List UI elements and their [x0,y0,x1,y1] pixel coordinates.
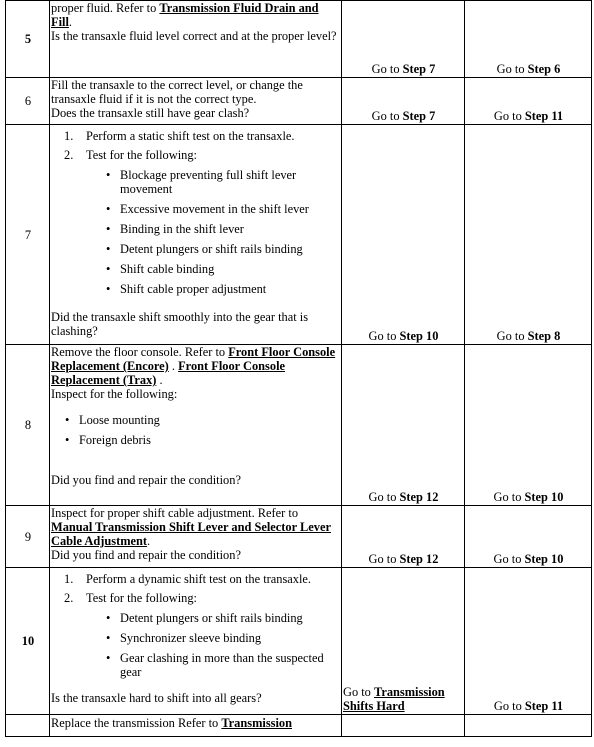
go-to-step-12-link[interactable]: Step 12 [399,552,439,566]
action-cell [50,568,342,715]
question-text: Does the transaxle still have gear clash? [51,106,250,120]
action-cell [50,125,342,345]
bullet-list [100,168,341,296]
table-row [6,568,592,715]
go-to-step-7-link[interactable]: Step 7 [402,62,436,76]
list-item: 1. Perform a static shift test on the transaxle. [64,129,295,143]
list-item: • Shift cable binding [100,262,341,276]
no-cell: Go to Step 11 [465,78,592,125]
question-text: Did you find and repair the condition? [51,548,241,562]
table-row [6,506,592,568]
step-number: 8 [6,345,50,506]
yes-cell: Go to Step 12 [342,506,465,568]
list-item: • Foreign debris [59,433,341,447]
table-row [6,715,592,737]
list-item: 2. Test for the following: • Blockage preventing full shift lever movement • Excessive movement in the shift lever • Binding in the shift lever • Detent plungers or shift rails binding • Shift cable binding • Shift cable proper adjustment [51,148,341,296]
go-to-step-10-link[interactable]: Step 10 [524,552,564,566]
bullet-list [100,611,341,679]
floor-console-trax-link[interactable]: Front Floor Console Replacement (Trax) [51,359,286,387]
no-cell: Go to Step 6 [465,1,592,78]
action-cell: proper fluid. Refer to Transmission Fluid Drain and Fill. Is the transaxle fluid level correct and at the proper level? [50,1,342,78]
table-row [6,1,592,78]
step-number: 5 [6,1,50,78]
action-cell: Replace the transmission Refer to Transmission [50,715,342,737]
yes-cell: Go to Step 12 [342,345,465,506]
list-item: • Shift cable proper adjustment [100,282,341,296]
go-to-step-11-link[interactable]: Step 11 [524,109,564,123]
no-cell: Go to Step 10 [465,506,592,568]
step-number: 7 [6,125,50,345]
numbered-list [51,129,341,296]
no-cell [465,715,592,737]
action-cell: Inspect for proper shift cable adjustment. Refer to Manual Transmission Shift Lever and Selector Lever Cable Adjustment. Did you find and repair the condition? [50,506,342,568]
step-number: 9 [6,506,50,568]
go-to-step-6-link[interactable]: Step 6 [527,62,561,76]
go-to-step-11-link[interactable]: Step 11 [524,699,564,713]
transmission-shifts-hard-link[interactable]: Transmission Shifts Hard [343,685,445,713]
fluid-drain-fill-link[interactable]: Transmission Fluid Drain and Fill [51,1,319,29]
question-text: Did the transaxle shift smoothly into the gear that is clashing? [51,310,309,338]
yes-cell: Go to Step 10 [342,125,465,345]
step-number: 10 [6,568,50,715]
go-to-step-7-link[interactable]: Step 7 [402,109,436,123]
list-item: • Blockage preventing full shift lever movement [100,168,341,196]
list-item: 1. Perform a dynamic shift test on the transaxle. [64,572,312,586]
question-text: Did you find and repair the condition? [51,473,241,487]
list-item: • Synchronizer sleeve binding [100,631,341,645]
list-item: • Detent plungers or shift rails binding [100,611,341,625]
go-to-step-12-link[interactable]: Step 12 [399,490,439,504]
yes-cell: Go to Transmission Shifts Hard [342,568,465,715]
step-number [6,715,50,737]
table-row [6,125,592,345]
floor-console-encore-link[interactable]: Front Floor Console Replacement (Encore) [51,345,336,373]
table-row [6,78,592,125]
list-item: • Loose mounting [59,413,341,427]
go-to-step-10-link[interactable]: Step 10 [399,329,439,343]
shift-cable-adjustment-link[interactable]: Manual Transmission Shift Lever and Selector Lever Cable Adjustment [51,520,331,548]
table-row [6,345,592,506]
yes-cell: Go to Step 7 [342,78,465,125]
action-cell: Remove the floor console. Refer to Front Floor Console Replacement (Encore) . Front Floor Console Replacement (Trax) . Inspect for the following: • Loose mounting • Foreign debris Did you find and repair the condition? [50,345,342,506]
list-item: • Gear clashing in more than the suspected gear [100,651,341,679]
no-cell: Go to Step 10 [465,345,592,506]
list-item: • Binding in the shift lever [100,222,341,236]
list-item: • Detent plungers or shift rails binding [100,242,341,256]
question-text: Is the transaxle fluid level correct and at the proper level? [51,29,337,43]
numbered-list [51,572,341,679]
transmission-link[interactable]: Transmission [221,716,293,730]
go-to-step-10-link[interactable]: Step 10 [524,490,564,504]
bullet-list [51,413,341,447]
list-item: 2. Test for the following: • Detent plungers or shift rails binding • Synchronizer sleeve binding • Gear clashing in more than the suspected gear [51,591,341,679]
yes-cell [342,715,465,737]
no-cell: Go to Step 8 [465,125,592,345]
question-text: Is the transaxle hard to shift into all gears? [51,691,262,705]
step-number: 6 [6,78,50,125]
diagnostic-table [5,0,592,737]
action-cell: Fill the transaxle to the correct level, or change the transaxle fluid if it is not the correct type. Does the transaxle still have gear clash? [50,78,342,125]
go-to-step-8-link[interactable]: Step 8 [527,329,561,343]
list-item: • Excessive movement in the shift lever [100,202,341,216]
no-cell: Go to Step 11 [465,568,592,715]
yes-cell: Go to Step 7 [342,1,465,78]
